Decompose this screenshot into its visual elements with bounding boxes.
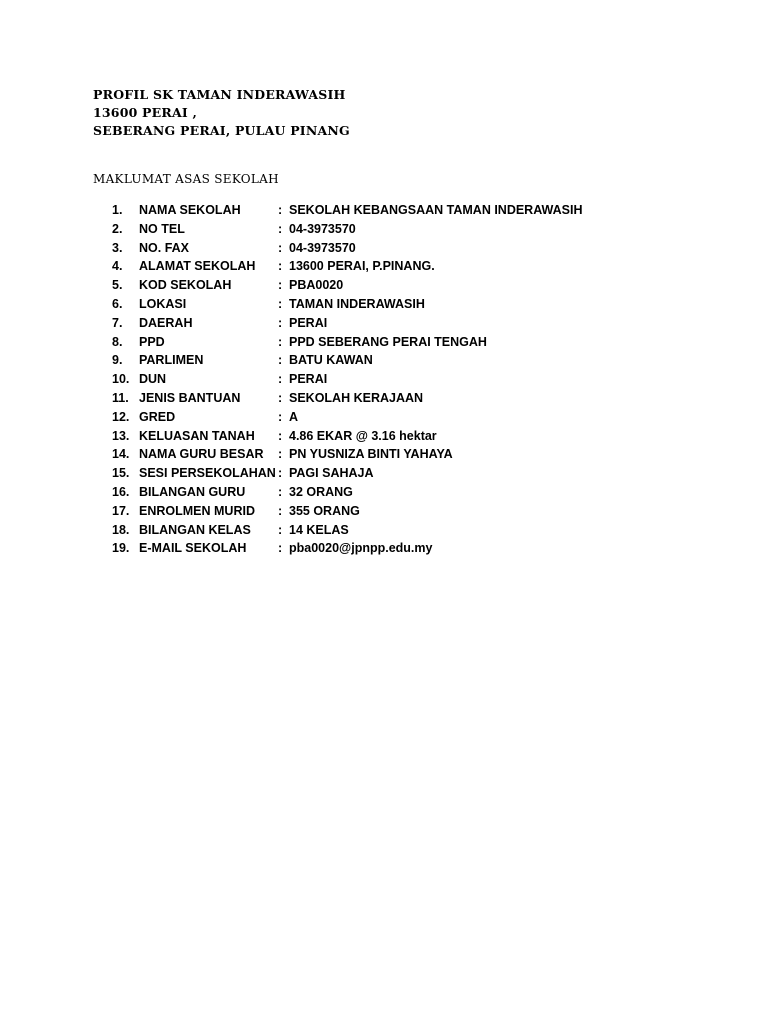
item-label: LOKASI (139, 296, 187, 311)
item-value: pba0020@jpnpp.edu.my (289, 541, 433, 556)
item-separator: : (278, 447, 283, 462)
list-item (112, 239, 356, 258)
item-number: 4. (112, 259, 123, 274)
item-separator: : (278, 203, 283, 217)
list-item (112, 539, 433, 558)
item-number: 11. (112, 390, 129, 405)
list-item (112, 427, 437, 446)
item-value: PAGI SAHAJA (289, 466, 374, 481)
list-item (112, 220, 356, 239)
item-label: PARLIMEN (139, 353, 204, 368)
item-separator: : (278, 484, 283, 499)
item-separator: : (278, 428, 283, 443)
item-label: NO TEL (139, 221, 185, 236)
item-value: 14 KELAS (289, 522, 349, 537)
header-title: PROFIL SK TAMAN INDERAWASIH (93, 87, 346, 102)
item-value: PPD SEBERANG PERAI TENGAH (289, 334, 487, 349)
item-value: PBA0020 (289, 278, 344, 293)
item-label: KOD SEKOLAH (139, 278, 232, 293)
item-separator: : (278, 240, 283, 255)
item-value: 13600 PERAI, P.PINANG. (289, 259, 435, 274)
list-item (112, 314, 328, 333)
header-region: SEBERANG PERAI, PULAU PINANG (93, 123, 350, 138)
list-item (112, 521, 349, 540)
item-label: BILANGAN KELAS (139, 522, 251, 537)
list-item (112, 333, 487, 352)
item-number: 14. (112, 447, 130, 462)
list-item (112, 257, 435, 276)
item-separator: : (278, 390, 283, 405)
item-label: NAMA GURU BESAR (139, 447, 264, 462)
item-value: 32 ORANG (289, 484, 353, 499)
item-value: A (289, 409, 299, 424)
item-label: JENIS BANTUAN (139, 390, 241, 405)
item-separator: : (278, 221, 283, 236)
item-label: SESI PERSEKOLAHAN (139, 466, 276, 481)
school-info-list (112, 201, 583, 558)
item-separator: : (278, 315, 283, 330)
item-label: KELUASAN TANAH (139, 428, 255, 443)
item-number: 10. (112, 372, 130, 387)
list-item (112, 408, 299, 427)
item-number: 16. (112, 484, 130, 499)
list-item (112, 464, 374, 483)
item-separator: : (278, 372, 283, 387)
item-number: 3. (112, 240, 123, 255)
list-item (112, 351, 373, 370)
list-item (112, 201, 583, 220)
item-number: 7. (112, 315, 123, 330)
item-value: SEKOLAH KERAJAAN (289, 390, 424, 405)
item-value: SEKOLAH KEBANGSAAN TAMAN INDERAWASIH (289, 203, 583, 217)
item-label: ALAMAT SEKOLAH (139, 259, 256, 274)
item-separator: : (278, 541, 283, 556)
item-number: 13. (112, 428, 130, 443)
list-item (112, 445, 453, 464)
item-number: 1. (112, 203, 123, 217)
item-label: DAERAH (139, 315, 193, 330)
item-number: 19. (112, 541, 130, 556)
item-separator: : (278, 278, 283, 293)
list-item (112, 389, 424, 408)
item-number: 12. (112, 409, 130, 424)
item-separator: : (278, 522, 283, 537)
item-separator: : (278, 259, 283, 274)
item-separator: : (278, 466, 283, 481)
list-item (112, 502, 360, 521)
item-label: E-MAIL SEKOLAH (139, 541, 247, 556)
item-label: BILANGAN GURU (139, 484, 246, 499)
item-label: NAMA SEKOLAH (139, 203, 241, 217)
item-value: 04-3973570 (289, 240, 356, 255)
section-title: MAKLUMAT ASAS SEKOLAH (93, 172, 279, 186)
item-value: BATU KAWAN (289, 353, 373, 368)
item-number: 5. (112, 278, 123, 293)
item-value: TAMAN INDERAWASIH (289, 296, 425, 311)
item-number: 8. (112, 334, 123, 349)
item-number: 15. (112, 466, 130, 481)
item-value: 355 ORANG (289, 503, 360, 518)
item-value: PN YUSNIZA BINTI YAHAYA (289, 447, 453, 462)
list-item (112, 483, 353, 502)
item-value: PERAI (289, 372, 328, 387)
item-number: 18. (112, 522, 130, 537)
item-label: DUN (139, 372, 167, 387)
school-header (93, 86, 350, 140)
list-item (112, 370, 328, 389)
item-label: PPD (139, 334, 165, 349)
item-value: 4.86 EKAR @ 3.16 hektar (289, 428, 437, 443)
item-separator: : (278, 296, 283, 311)
header-postcode: 13600 PERAI , (93, 105, 198, 120)
item-value: 04-3973570 (289, 221, 356, 236)
item-separator: : (278, 334, 283, 349)
item-label: NO. FAX (139, 240, 190, 255)
item-number: 2. (112, 221, 123, 236)
item-separator: : (278, 503, 283, 518)
item-label: ENROLMEN MURID (139, 503, 255, 518)
item-label: GRED (139, 409, 176, 424)
item-separator: : (278, 353, 283, 368)
item-number: 9. (112, 353, 123, 368)
item-separator: : (278, 409, 283, 424)
list-item (112, 276, 344, 295)
item-number: 6. (112, 296, 123, 311)
list-item (112, 295, 425, 314)
item-number: 17. (112, 503, 130, 518)
item-value: PERAI (289, 315, 328, 330)
